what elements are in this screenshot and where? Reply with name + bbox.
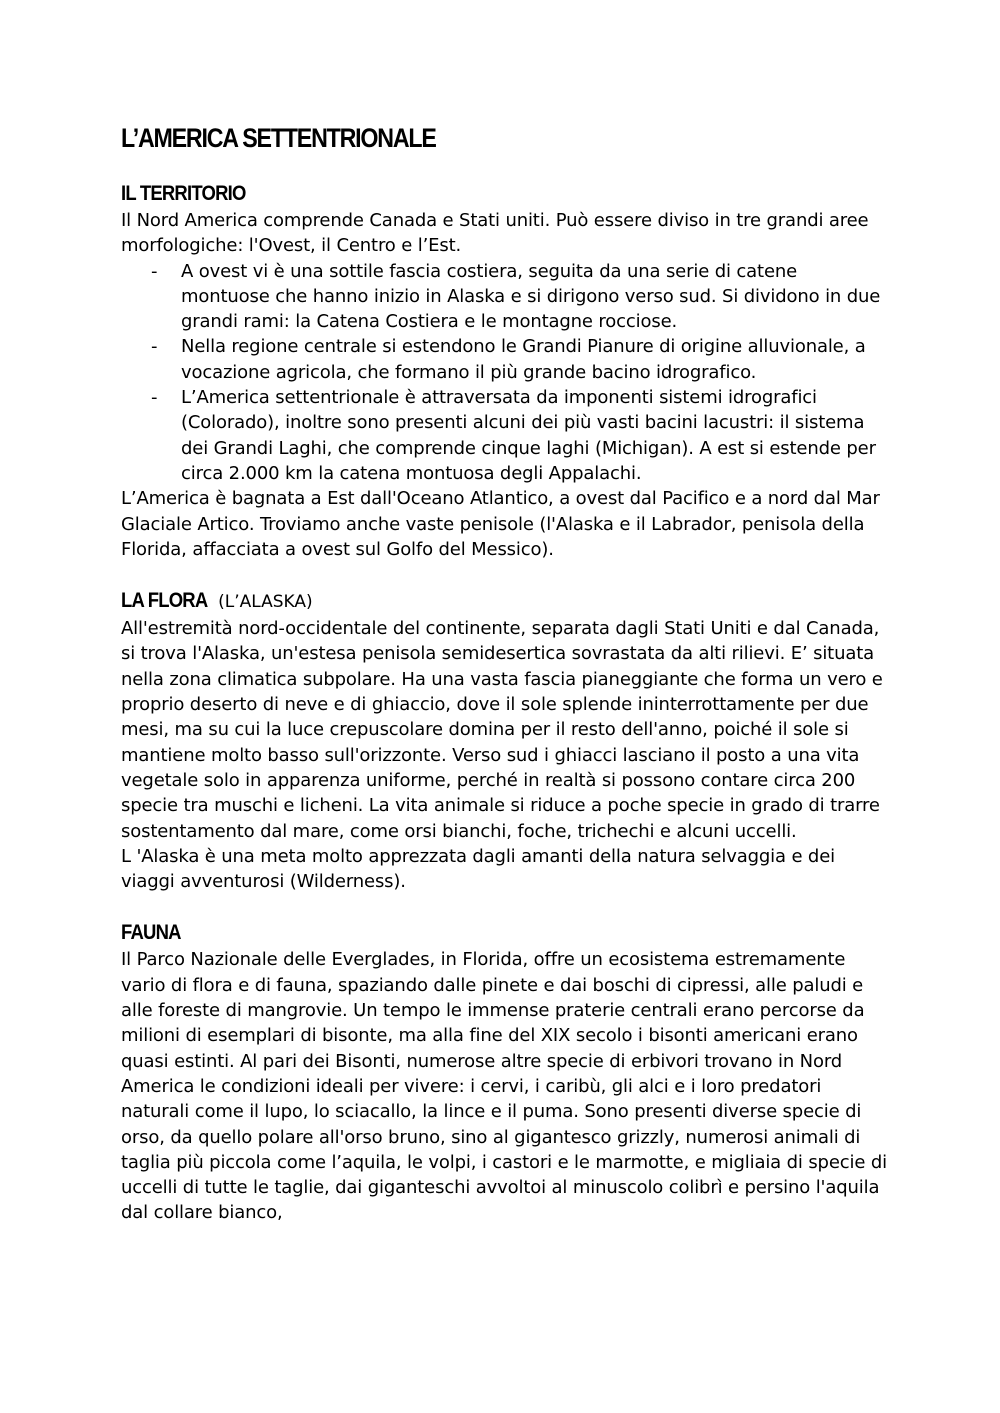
bullet-text: Nella regione centrale si estendono le Grandi Pianure di origine alluvionale, a vocazione agricola, che formano il più grande bacino idrografico. [181, 336, 866, 383]
document-page [121, 118, 891, 1226]
section-heading-flora-text: LA FLORA [121, 589, 208, 613]
section-heading-fauna-text: FAUNA [121, 921, 181, 945]
section-heading-flora [121, 587, 891, 616]
bullet-text: A ovest vi è una sottile fascia costiera, seguita da una serie di catene montuose che hanno inizio in Alaska e si dirigono verso sud. Si dividono in due grandi rami: la Catena Costiera e le montagne rocciose. [181, 260, 881, 333]
flora-text-2: L 'Alaska è una meta molto apprezzata dagli amanti della natura selvaggia e dei viaggi avventurosi (Wilderness). [121, 845, 835, 893]
section-heading-fauna [121, 919, 891, 947]
list-item [121, 334, 891, 385]
list-item [121, 259, 891, 335]
bullet-dash: - [151, 336, 158, 358]
section-heading-territorio-text: IL TERRITORIO [121, 182, 246, 205]
bullet-dash: - [151, 387, 158, 409]
list-item [121, 385, 891, 486]
section-flora [121, 587, 891, 894]
section-fauna [121, 919, 891, 1225]
bullet-text: L’America settentrionale è attraversata da imponenti sistemi idrografici (Colorado), inoltre sono presenti alcuni dei più vasti bacini lacustri: il sistema dei Grandi Laghi, che comprende cinque laghi (Michigan). A est si estende per circa 2.000 km la catena montuosa degli Appalachi. [181, 387, 876, 484]
fauna-text: Il Parco Nazionale delle Everglades, in Florida, offre un ecosistema estremamente vario di flora e di fauna, spaziando dalle pinete e dai boschi di cipressi, alle paludi e alle foreste di mangrovie. Un tempo le immense praterie centrali erano percorse da milioni di esemplari di bisonte, ma alla fine del XIX secolo i bisonti americani erano quasi estinti. Al pari dei Bisonti, numerose altre specie di erbivori trovano in Nord America le condizioni ideali per vivere: i cervi, i caribù, gli alci e i loro predatori naturali come il lupo, lo sciacallo, la lince e il puma. Sono presenti diverse specie di orso, da quello polare all'orso bruno, sino al gigantesco grizzly, numerosi animali di taglia più piccola come l’aquila, le volpi, i castori e le marmotte, e migliaia di specie di uccelli di tutte le taglie, dai giganteschi avvoltoi al minuscolo colibrì e persino l'aquila dal collare bianco, [121, 949, 887, 1224]
bullet-dash: - [151, 260, 158, 282]
territorio-closing: L’America è bagnata a Est dall'Oceano Atlantico, a ovest dal Pacifico e a nord dal Mar Glaciale Artico. Troviamo anche vaste penisole (l'Alaska e il Labrador, penisola della Florida, affacciata a ovest sul Golfo del Messico). [121, 488, 880, 560]
section-spacer [121, 894, 891, 919]
section-subheading-flora: (L’ALASKA) [218, 592, 313, 613]
page-title: L’AMERICA SETTENTRIONALE [121, 123, 436, 153]
flora-text: All'estremità nord-occidentale del continente, separata dagli Stati Uniti e dal Canada, si trova l'Alaska, un'estesa penisola semidesertica sovrastata da alti rilievi. E’ situata nella zona climatica subpolare. Ha una vasta fascia pianeggiante che forma un vero e proprio deserto di neve e di ghiaccio, dove il sole splende ininterrottamente per due mesi, ma su cui la luce crepuscolare domina per il resto dell'anno, poiché il sole si mantiene molto basso sull'orizzonte. Verso sud i ghiacci lasciano il posto a una vita vegetale solo in apparenza uniforme, perché in realtà si possono contare circa 200 specie tra muschi e licheni. La vita animale si riduce a poche specie in grado di trarre sostentamento dal mare, come orsi bianchi, foche, trichechi e alcuni uccelli. [121, 618, 883, 842]
section-heading-territorio [121, 180, 891, 208]
section-territorio [121, 180, 891, 562]
territorio-intro: Il Nord America comprende Canada e Stati uniti. Può essere diviso in tre grandi aree morfologiche: l'Ovest, il Centro e l’Est. [121, 210, 869, 257]
territorio-bullet-list [121, 259, 891, 487]
section-spacer [121, 562, 891, 587]
